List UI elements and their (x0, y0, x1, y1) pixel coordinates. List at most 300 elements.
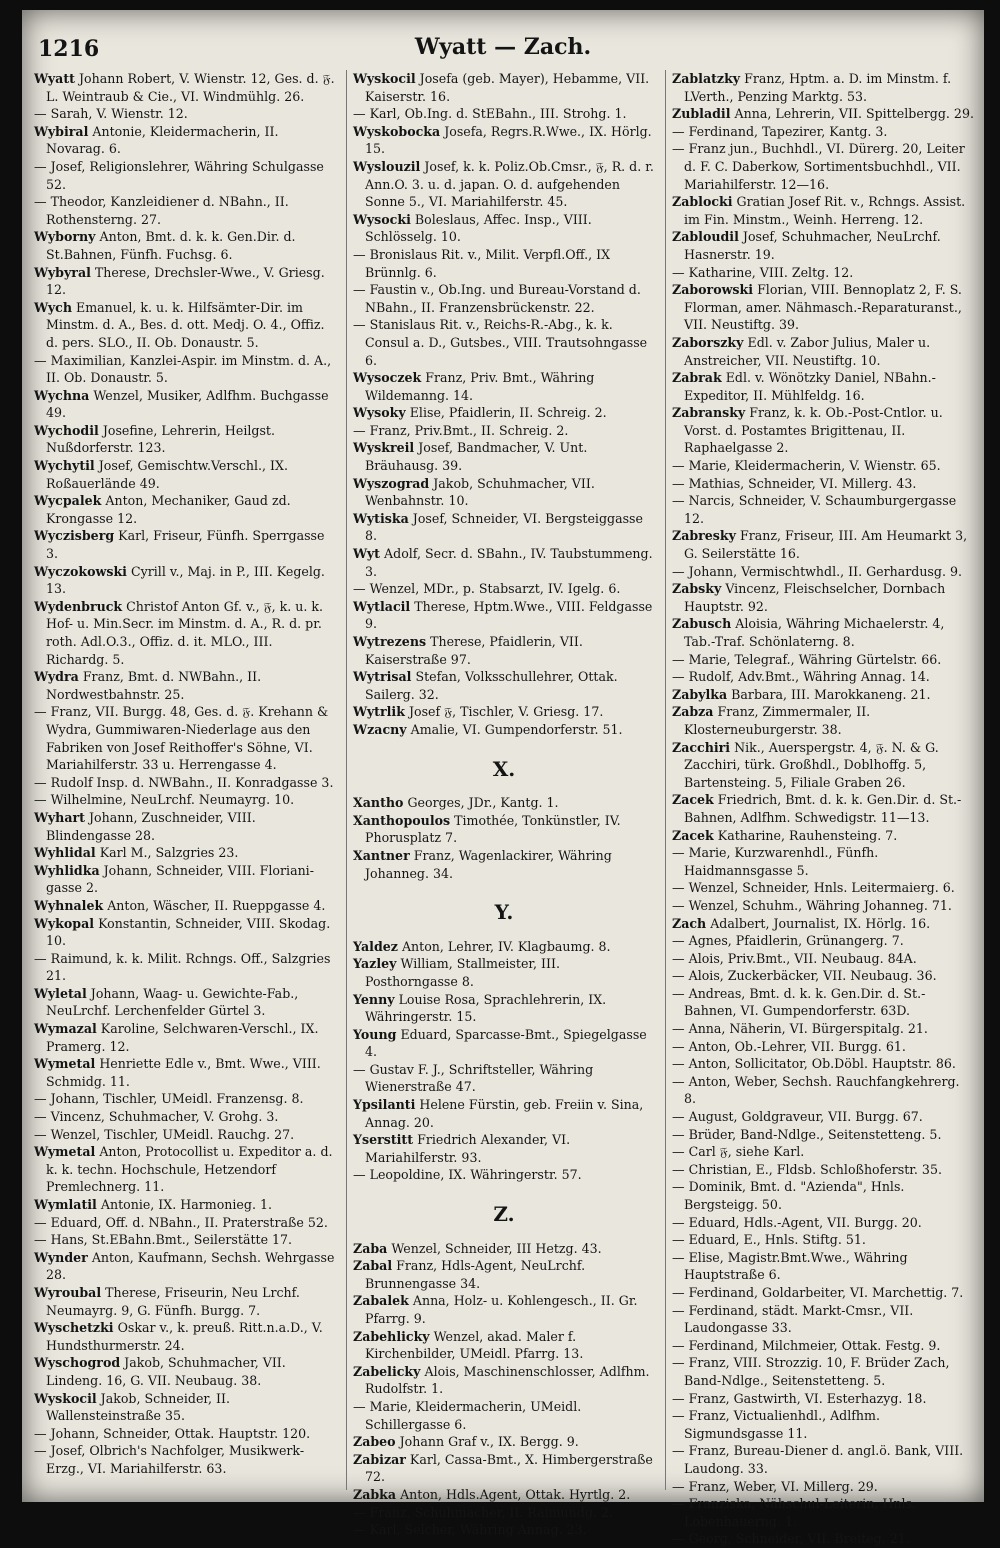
entry-details: Stefan, Volksschullehrer, Ottak. Sailerg. 32. (365, 669, 618, 702)
entry-details: — Marie, Kurzwarenhdl., Fünfh. Haidmannsgasse 5. (672, 845, 879, 878)
directory-entry (672, 897, 974, 915)
directory-entry (672, 580, 974, 615)
entry-surname: Wyhlidka (34, 862, 100, 878)
entry-details: — Narcis, Schneider, V. Schaumburgergasse 12. (672, 493, 957, 526)
directory-entry (34, 1249, 336, 1284)
section-letter: X. (492, 756, 516, 781)
entry-details: Josefa (geb. Mayer), Hebamme, VII. Kaiserstr. 16. (365, 71, 650, 104)
entry-details: Friedrich Alexander, VI. Mariahilferstr. 93. (365, 1132, 571, 1165)
entry-details: Konstantin, Schneider, VIII. Skodag. 10. (46, 915, 331, 949)
entry-details: Anton, Protocollist u. Expeditor a. d. k. k. techn. Hochschule, Hetzendorf Premlechnerg. 11. (46, 1144, 333, 1195)
entry-surname: Wyskobocka (353, 123, 441, 139)
entry-surname: Wyskreil (353, 440, 415, 456)
entry-details: Elise, Pfaidlerin, II. Schreig. 2. (409, 405, 607, 421)
directory-entry (34, 1214, 336, 1232)
entry-surname: Wymetal (34, 1056, 96, 1072)
entry-details: Anton, Hdls.Agent, Ottak. Hyrtlg. 2. (400, 1486, 631, 1502)
entry-details: Jakob, Schuhmacher, VII. Wenbahnstr. 10. (365, 475, 595, 509)
entry-surname: Zabza (672, 704, 714, 720)
directory-entry (353, 70, 655, 105)
directory-entry (353, 794, 655, 812)
directory-entry (353, 955, 655, 990)
directory-entry (34, 1090, 336, 1108)
directory-entry (672, 1390, 974, 1408)
entry-details: Barbara, III. Marokkaneng. 21. (731, 686, 931, 702)
entry-surname: Wyatt (34, 71, 75, 86)
entry-surname: Zabelicky (353, 1363, 421, 1379)
entry-details: Wenzel, akad. Maler f. Kirchenbilder, UMeidl. Pfarrg. 13. (365, 1328, 584, 1362)
directory-entry (34, 897, 336, 915)
directory-entry (353, 211, 655, 246)
entry-details: Anton, Bmt. d. k. k. Gen.Dir. d. St.Bahnen, Fünfh. Fuchsg. 6. (46, 229, 296, 262)
directory-entry (34, 703, 336, 773)
directory-entry (353, 105, 655, 123)
entry-details: Alois, Maschinenschlosser, Adlfhm. Rudolfstr. 1. (365, 1363, 650, 1397)
entry-details: Cyrill v., Maj. in P., III. Kegelg. 13. (46, 563, 325, 597)
entry-surname: Ypsilanti (353, 1097, 416, 1113)
entry-surname: Zablocki (672, 194, 733, 210)
column-3 (665, 70, 974, 1547)
entry-details: Therese, Hptm.Wwe., VIII. Feldgasse 9. (365, 598, 653, 632)
entry-details: — Rudolf Insp. d. NWBahn., II. Konradgasse 3. (34, 774, 334, 790)
entry-surname: Wynder (34, 1249, 88, 1265)
directory-entry (672, 563, 974, 581)
directory-entry (353, 439, 655, 474)
directory-entry (34, 1442, 336, 1477)
page-header (38, 28, 968, 68)
directory-entry (34, 950, 336, 985)
entry-details: — Mathias, Schneider, VI. Millerg. 43. (672, 475, 917, 491)
directory-entry (672, 1161, 974, 1179)
entry-surname: Zabylka (672, 686, 728, 702)
entry-details: Franz, Zimmermaler, II. Klosterneuburgerstr. 38. (684, 704, 871, 737)
entry-surname: Wymazal (34, 1021, 97, 1037)
directory-entry (672, 651, 974, 669)
entry-details: Josef 𝔉, Tischler, V. Griesg. 17. (408, 704, 604, 720)
entry-details: Wenzel, Musiker, Adlfhm. Buchgasse 49. (46, 387, 329, 421)
directory-entry (672, 193, 974, 228)
directory-entry (34, 527, 336, 562)
entry-surname: Yaldez (353, 938, 398, 954)
directory-entry (672, 228, 974, 263)
entry-surname: Wychytil (34, 458, 95, 474)
entry-details: Boleslaus, Affec. Insp., VIII. Schlösselg. 10. (365, 211, 592, 245)
entry-surname: Yserstitt (353, 1132, 414, 1148)
directory-entry (672, 105, 974, 123)
entry-surname: Wysoczek (353, 370, 422, 386)
directory-entry (353, 1398, 655, 1433)
entry-surname: Wysocki (353, 211, 411, 227)
directory-entry (672, 1108, 974, 1126)
entry-surname: Wymlatil (34, 1197, 97, 1212)
entry-details: Gratian Josef Rit. v., Rchngs. Assist. im Fin. Minstm., Weinh. Herreng. 12. (684, 194, 966, 227)
directory-entry (353, 123, 655, 158)
entry-surname: Wyszograd (353, 475, 430, 491)
entry-details: — Andreas, Bmt. d. k. k. Gen.Dir. d. St.-Bahnen, VI. Gumpendorferstr. 63D. (672, 985, 926, 1019)
entry-details: — Josef, Religionslehrer, Währing Schulgasse 52. (34, 158, 324, 192)
directory-entry (353, 938, 655, 956)
entry-details: Anton, Lehrer, IV. Klagbaumg. 8. (401, 938, 611, 954)
entry-surname: Zabloudil (672, 229, 739, 245)
entry-details: — Leopoldine, IX. Währingerstr. 57. (353, 1167, 582, 1183)
directory-entry (672, 686, 974, 704)
directory-entry (672, 985, 974, 1020)
entry-surname: Wydra (34, 669, 79, 685)
entry-details: — Elise, Magistr.Bmt.Wwe., Währing Hauptstraße 6. (672, 1249, 908, 1283)
entry-details: — Anton, Sollicitator, Ob.Döbl. Hauptstr. 86. (672, 1056, 956, 1072)
entry-surname: Wyskocil (34, 1390, 97, 1406)
directory-entry (672, 1055, 974, 1073)
entry-surname: Zacek (672, 792, 714, 808)
directory-entry (353, 1257, 655, 1292)
entry-details: — Theodor, Kanzleidiener d. NBahn., II. Rothensterng. 27. (34, 194, 289, 227)
entry-details: — Anna, Näherin, VI. Bürgerspitalg. 21. (672, 1021, 928, 1037)
directory-entry (353, 1451, 655, 1486)
entry-surname: Wytrlik (353, 704, 405, 720)
entry-surname: Yenny (353, 991, 395, 1007)
entry-surname: Zabeo (353, 1434, 396, 1450)
entry-details: Anton, Wäscher, II. Rueppgasse 4. (107, 897, 326, 913)
directory-entry (353, 1026, 655, 1061)
entry-surname: Wych (34, 299, 73, 315)
entry-details: — Marie, Telegraf., Währing Gürtelstr. 66. (672, 651, 942, 667)
entry-details: Adolf, Secr. d. SBahn., IV. Taubstummeng. 3. (365, 546, 653, 579)
directory-entry (672, 123, 974, 141)
entry-surname: Wydenbruck (34, 598, 123, 614)
entry-details: Katharine, Rauhensteing. 7. (717, 827, 898, 843)
entry-surname: Wychodil (34, 422, 99, 438)
directory-entry (34, 985, 336, 1020)
entry-details: Karl, Cassa-Bmt., X. Himbergerstraße 72. (365, 1451, 653, 1485)
entry-details: — Franz, Gastwirth, VI. Esterhazyg. 18. (672, 1390, 927, 1406)
entry-details: Jakob, Schuhmacher, VII. Lindeng. 16, G. VII. Neubaug. 38. (46, 1355, 286, 1388)
entry-details: — Faustin v., Ob.Ing. und Bureau-Vorstand d. NBahn., II. Franzensbrückenstr. 22. (353, 282, 641, 315)
entry-details: — Georg, Schneider, VII. Breiteg. 21. (672, 1531, 910, 1547)
directory-entry (353, 422, 655, 440)
entry-details: — Brüder, Band-Ndlge., Seitenstetteng. 5. (672, 1126, 942, 1142)
entry-surname: Wyhlidal (34, 845, 96, 861)
directory-entry (672, 1337, 974, 1355)
entry-details: — Sarah, V. Wienstr. 12. (34, 106, 188, 122)
entry-details: — Wilhelmine, NeuLrchf. Neumayrg. 10. (34, 792, 295, 808)
entry-surname: Zabsky (672, 581, 722, 597)
directory-entry (353, 721, 655, 739)
directory-entry (34, 387, 336, 422)
entry-details: Franz, Priv. Bmt., Währing Wildemanng. 14. (365, 370, 595, 403)
entry-surname: Zabka (353, 1486, 397, 1502)
directory-entry (672, 492, 974, 527)
entry-surname: Wytiska (353, 510, 409, 526)
directory-entry (34, 862, 336, 897)
entry-details: Henriette Edle v., Bmt. Wwe., VIII. Schmidg. 11. (46, 1056, 321, 1089)
directory-entry (353, 668, 655, 703)
directory-entry (353, 1504, 655, 1522)
entry-details: — Ferdinand, Milchmeier, Ottak. Festg. 9. (672, 1337, 941, 1353)
entry-surname: Zaborowski (672, 282, 754, 298)
columns (34, 70, 974, 1547)
entry-details: Christof Anton Gf. v., 𝔉, k. u. k. Hof- u. Min.Secr. im Minstm. d. A., R. d. pr. roth. Adl.O.3., Offiz. d. it. MLO., III. Richardg. 5. (46, 598, 323, 667)
entry-details: — Agnes, Pfaidlerin, Grünangerg. 7. (672, 933, 904, 949)
directory-entry (353, 1292, 655, 1327)
entry-surname: Zacek (672, 827, 714, 843)
directory-entry (34, 1231, 336, 1249)
entry-surname: Zaba (353, 1240, 388, 1256)
entry-details: — Raimund, k. k. Milit. Rchngs. Off., Salzgries 21. (34, 950, 331, 984)
entry-surname: Wybyral (34, 264, 91, 280)
directory-entry (34, 1390, 336, 1425)
directory-entry (353, 369, 655, 404)
directory-entry (34, 228, 336, 263)
directory-entry (34, 1196, 336, 1214)
column-1 (34, 70, 336, 1490)
entry-details: Wenzel, Schneider, III Hetzg. 43. (391, 1240, 602, 1256)
entry-details: — Josef, Olbrich's Nachfolger, Musikwerk-Erzg., VI. Mariahilferstr. 63. (34, 1443, 305, 1476)
entry-surname: Wymetal (34, 1144, 96, 1160)
entry-surname: Zabrak (672, 370, 722, 386)
entry-surname: Wytrisal (353, 669, 412, 685)
directory-entry (353, 1433, 655, 1451)
entry-details: Franz, Hptm. a. D. im Minstm. f. LVerth., Penzing Marktg. 53. (684, 71, 952, 104)
entry-surname: Zubladil (672, 106, 731, 122)
entry-details: — Karl, Selcher, Währing Annag. 23. (353, 1522, 587, 1538)
directory-entry (353, 812, 655, 847)
directory-entry (34, 1126, 336, 1144)
directory-entry (34, 158, 336, 193)
directory-entry (353, 1131, 655, 1166)
entry-details: — Vincenz, Schuhmacher, V. Grohg. 3. (34, 1109, 279, 1125)
entry-details: — Franz, VII. Burgg. 48, Ges. d. 𝔉. Krehann & Wydra, Gummiwaren-Niederlage aus den Fabriken von Josef Reithoffer's Söhne, VI. Mariahilferstr. 33 u. Herrengasse 4. (34, 704, 329, 773)
directory-entry (672, 1214, 974, 1232)
directory-entry (672, 1442, 974, 1477)
directory-entry (34, 1425, 336, 1443)
directory-entry (34, 809, 336, 844)
entry-details: Edl. v. Zabor Julius, Maler u. Anstreicher, VII. Neustiftg. 10. (684, 334, 931, 368)
entry-details: Nik., Auerspergstr. 4, 𝔉. N. & G. Zacchiri, türk. Großhdl., Doblhoffg. 5, Bartensteing. 5, Filiale Graben 26. (684, 739, 939, 790)
entry-details: — Marie, Kleidermacherin, V. Wienstr. 65. (672, 458, 941, 474)
entry-details: — Stanislaus Rit. v., Reichs-R.-Abg., k. k. Consul a. D., Gutsbes., VIII. Trautsohngasse 6. (353, 317, 648, 368)
directory-entry (34, 492, 336, 527)
entry-details: Friedrich, Bmt. d. k. k. Gen.Dir. d. St.-Bahnen, Adlfhm. Schwedigstr. 11—13. (684, 792, 962, 825)
entry-surname: Zaborszky (672, 334, 744, 350)
entry-surname: Wyhart (34, 809, 85, 825)
section-letter: Z. (493, 1202, 515, 1227)
directory-entry (34, 1108, 336, 1126)
entry-details: — Johann, Tischler, UMeidl. Franzensg. 8. (34, 1091, 304, 1107)
entry-details: Franz, k. k. Ob.-Post-Cntlor. u. Vorst. d. Postamtes Brigittenau, II. Raphaelgasse 2. (684, 405, 943, 456)
directory-entry (353, 598, 655, 633)
directory-entry (672, 1354, 974, 1389)
entry-details: — Bronislaus Rit. v., Milit. Verpfl.Off., IX Brünnlg. 6. (353, 246, 611, 280)
entry-details: — Johann, Vermischtwhdl., II. Gerhardusg. 9. (672, 563, 962, 579)
directory-entry (672, 1407, 974, 1442)
directory-entry (672, 615, 974, 650)
entry-surname: Young (353, 1026, 397, 1042)
entry-details: Adalbert, Journalist, IX. Hörlg. 16. (710, 915, 931, 931)
directory-entry (34, 70, 336, 105)
directory-entry (672, 334, 974, 369)
entry-details: Anna, Lehrerin, VII. Spittelbergg. 29. (734, 106, 974, 122)
entry-details: Josef, Schneider, VI. Bergsteiggasse 8. (365, 510, 643, 544)
entry-surname: Wychna (34, 387, 90, 403)
entry-details: — Katharine, VIII. Zeltg. 12. (672, 264, 854, 280)
directory-entry (34, 1020, 336, 1055)
directory-entry (672, 1073, 974, 1108)
entry-details: William, Stallmeister, III. Posthorngasse 8. (365, 956, 560, 989)
directory-entry (34, 844, 336, 862)
directory-entry (353, 246, 655, 281)
entry-surname: Wytrezens (353, 634, 427, 649)
directory-entry (34, 299, 336, 352)
directory-entry (672, 281, 974, 334)
entry-details: — Anton, Weber, Sechsh. Rauchfangkehrerg. 8. (672, 1073, 960, 1107)
entry-details: Georges, JDr., Kantg. 1. (407, 795, 559, 811)
entry-surname: Wycpalek (34, 493, 102, 509)
entry-details: Franz, Bmt. d. NWBahn., II. Nordwestbahnstr. 25. (46, 669, 262, 702)
entry-details: — Carl 𝔉, siehe Karl. (672, 1144, 805, 1160)
directory-entry (672, 1249, 974, 1284)
directory-entry (672, 1495, 974, 1530)
directory-entry (34, 1284, 336, 1319)
entry-details: Timothée, Tonkünstler, IV. Phorusplatz 7. (365, 812, 621, 846)
entry-surname: Zabal (353, 1258, 393, 1274)
entry-surname: Zabizar (353, 1451, 406, 1467)
directory-entry (672, 475, 974, 493)
entry-details: Antonie, IX. Harmonieg. 1. (100, 1197, 272, 1212)
running-title: Wyatt — Zach. (414, 34, 592, 60)
entry-details: Johann Graf v., IX. Bergg. 9. (399, 1434, 579, 1450)
directory-entry (672, 140, 974, 193)
entry-details: — Franz, Victualienhdl., Adlfhm. Sigmundsgasse 11. (672, 1408, 880, 1441)
directory-page (22, 10, 984, 1547)
entry-details: Johann Robert, V. Wienstr. 12, Ges. d. 𝔉. L. Weintraub & Cie., VI. Windmühlg. 26. (46, 71, 335, 104)
entry-surname: Zabusch (672, 616, 732, 632)
entry-details: — Franziska, Nähschul-Leiterin, Hnls. Lobenhauerng. 1. (672, 1496, 917, 1529)
directory-entry (353, 158, 655, 211)
entry-details: — Rudolf, Adv.Bmt., Währing Annag. 14. (672, 669, 930, 685)
directory-entry (353, 703, 655, 721)
entry-surname: Zabresky (672, 528, 736, 544)
directory-entry (34, 457, 336, 492)
directory-entry (353, 991, 655, 1026)
entry-surname: Zach (672, 915, 707, 931)
directory-entry (672, 527, 974, 562)
directory-entry (672, 1126, 974, 1144)
entry-details: Therese, Pfaidlerin, VII. Kaiserstraße 97. (365, 634, 583, 667)
entry-details: Vincenz, Fleischselcher, Dornbach Hauptstr. 92. (684, 581, 946, 614)
directory-entry (353, 847, 655, 882)
directory-entry (672, 967, 974, 985)
entry-details: Josefine, Lehrerin, Heilgst. Nußdorferstr. 123. (46, 422, 275, 456)
entry-surname: Wyskocil (353, 71, 416, 86)
directory-entry (672, 950, 974, 968)
directory-entry (353, 1240, 655, 1258)
directory-entry (353, 510, 655, 545)
entry-details: Josef, Schuhmacher, NeuLrchf. Hasnerstr. 19. (684, 229, 941, 262)
entry-details: — Eduard, Off. d. NBahn., II. Praterstraße 52. (34, 1214, 328, 1230)
directory-entry (34, 352, 336, 387)
page-number: 1216 (38, 36, 100, 62)
entry-surname: Wyt (353, 546, 381, 562)
directory-entry (34, 1055, 336, 1090)
entry-details: Karl, Friseur, Fünfh. Sperrgasse 3. (46, 528, 325, 562)
entry-details: Antonie, Kleidermacherin, II. Novarag. 6. (46, 123, 279, 157)
directory-entry (672, 1530, 974, 1548)
directory-entry (353, 281, 655, 316)
directory-entry (672, 932, 974, 950)
entry-details: — Maximilian, Kanzlei-Aspir. im Minstm. d. A., II. Ob. Donaustr. 5. (34, 352, 332, 386)
entry-details: Emanuel, k. u. k. Hilfsämter-Dir. im Minstm. d. A., Bes. d. ott. Medj. O. 4., Offiz. d. pers. SLO., II. Ob. Donaustr. 5. (46, 299, 325, 350)
directory-entry (34, 668, 336, 703)
directory-entry (672, 668, 974, 686)
directory-entry (34, 422, 336, 457)
entry-details: Franz, Hdls-Agent, NeuLrchf. Brunnengasse 34. (365, 1258, 586, 1291)
entry-details: — Franz, VIII. Strozzig. 10, F. Brüder Zach, Band-Ndlge., Seitenstetteng. 5. (672, 1355, 950, 1388)
directory-entry (34, 105, 336, 123)
entry-details: — Wenzel, Tischler, UMeidl. Rauchg. 27. (34, 1126, 295, 1142)
entry-surname: Wytlacil (353, 598, 411, 614)
entry-details: Anton, Kaufmann, Sechsh. Wehrgasse 28. (46, 1249, 335, 1283)
entry-surname: Zabehlicky (353, 1328, 430, 1344)
entry-details: Josef, Gemischtw.Verschl., IX. Roßauerlände 49. (46, 458, 288, 491)
directory-entry (353, 1166, 655, 1184)
directory-entry (353, 1061, 655, 1096)
directory-entry (672, 369, 974, 404)
directory-entry (353, 475, 655, 510)
entry-surname: Yazley (353, 956, 397, 972)
entry-surname: Wyletal (34, 985, 87, 1001)
entry-surname: Zabalek (353, 1293, 409, 1309)
entry-details: — Ferdinand, Goldarbeiter, VI. Marchettig. 7. (672, 1284, 964, 1300)
entry-details: — Johann, Schneider, Ottak. Hauptstr. 120. (34, 1425, 311, 1441)
entry-details: — Ferdinand, städt. Markt-Cmsr., VII. Laudongasse 33. (672, 1302, 914, 1336)
entry-surname: Wybiral (34, 123, 89, 139)
entry-details: — Christian, E., Fldsb. Schloßhoferstr. 35. (672, 1161, 942, 1177)
directory-entry (672, 264, 974, 282)
entry-details: Franz, Wagenlackirer, Währing Johanneg. 34. (365, 847, 612, 881)
directory-entry (672, 70, 974, 105)
directory-entry (353, 404, 655, 422)
directory-entry (672, 1038, 974, 1056)
entry-details: — Wenzel, MDr., p. Stabsarzt, IV. Igelg. 6. (353, 581, 621, 597)
entry-details: — Franz, Schuhmacher, II. Raimundg. 2. (353, 1504, 613, 1520)
directory-entry (353, 316, 655, 369)
entry-details: Anton, Mechaniker, Gaud zd. Krongasse 12. (46, 493, 291, 526)
entry-details: Edl. v. Wönötzky Daniel, NBahn.-Expeditor, II. Mühlfeldg. 16. (684, 370, 936, 403)
directory-entry (34, 1319, 336, 1354)
directory-entry (672, 703, 974, 738)
directory-entry (34, 774, 336, 792)
entry-details: — Hans, St.EBahn.Bmt., Seilerstätte 17. (34, 1232, 293, 1248)
directory-entry (353, 1096, 655, 1131)
directory-entry (672, 844, 974, 879)
directory-entry (34, 598, 336, 668)
entry-details: Aloisia, Währing Michaelerstr. 4, Tab.-Traf. Schönlaterng. 8. (684, 616, 945, 649)
entry-details: Karl M., Salzgries 23. (99, 845, 239, 861)
directory-entry (672, 1231, 974, 1249)
directory-entry (672, 1302, 974, 1337)
entry-details: Oskar v., k. preuß. Ritt.n.a.D., V. Hundsthurmerstr. 24. (46, 1320, 323, 1353)
directory-entry (672, 791, 974, 826)
directory-entry (672, 404, 974, 457)
entry-details: — Alois, Zuckerbäcker, VII. Neubaug. 36. (672, 968, 937, 984)
entry-surname: Zablatzky (672, 71, 741, 86)
entry-details: — Franz, Bureau-Diener d. angl.ö. Bank, VIII. Laudong. 33. (672, 1443, 964, 1476)
entry-details: Florian, VIII. Bennoplatz 2, F. S. Florman, amer. Nähmasch.-Reparaturanst., VII. Neustiftg. 39. (684, 282, 962, 333)
entry-surname: Wyborny (34, 229, 96, 245)
directory-entry (34, 791, 336, 809)
entry-details: — Eduard, E., Hnls. Stiftg. 51. (672, 1232, 866, 1248)
entry-surname: Xantner (353, 847, 410, 863)
